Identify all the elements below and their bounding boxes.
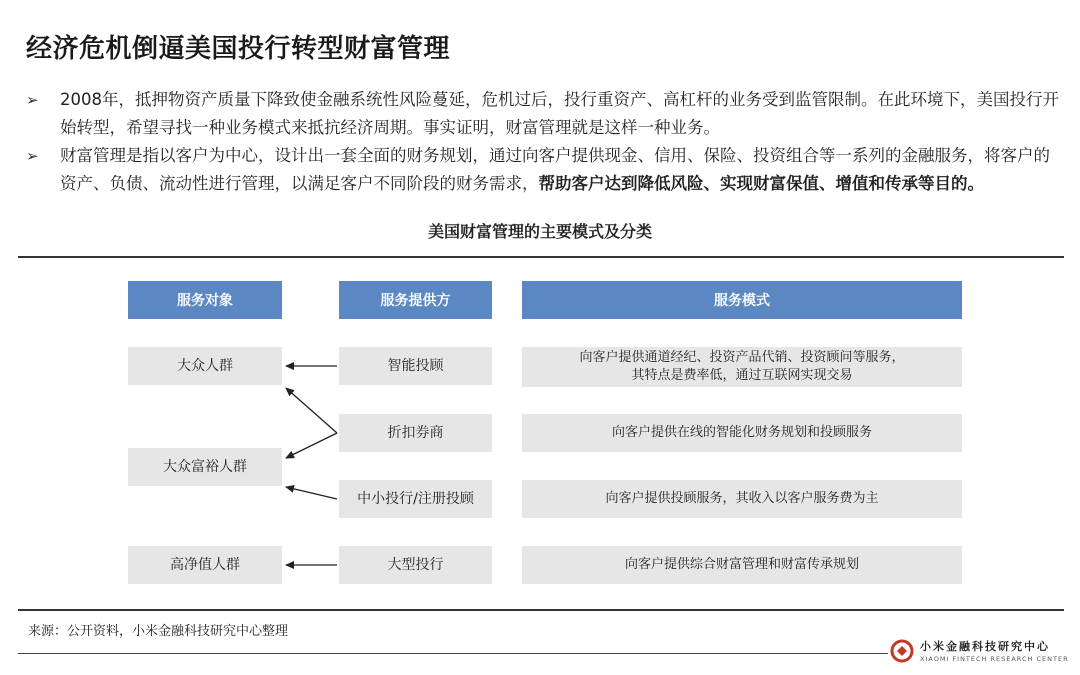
bullet-list <box>26 86 1066 198</box>
bullet-arrow-icon: ➢ <box>26 147 39 165</box>
bullet-item <box>26 86 1066 142</box>
logo-text-en: XIAOMI FINTECH RESEARCH CENTER <box>920 655 1069 663</box>
xiaomi-fintech-logo-icon <box>890 639 914 663</box>
target-box: 大众人群 <box>128 347 282 385</box>
footer-line <box>18 653 888 654</box>
provider-box: 大型投行 <box>339 546 492 584</box>
target-box: 高净值人群 <box>128 546 282 584</box>
source-note: 来源：公开资料，小米金融科技研究中心整理 <box>28 624 289 639</box>
mode-box: 向客户提供综合财富管理和财富传承规划 <box>522 546 962 584</box>
bullet-text: 2008年，抵押物资产质量下降致使金融系统性风险蔓延，危机过后，投行重资产、高杠杆的业务受到监管限制。在此环境下，美国投行开始转型，希望寻找一种业务模式来抵抗经济周期。事实证明，财富管理就是这样一种业务。 <box>60 90 1059 137</box>
logo <box>890 638 1069 663</box>
mode-box: 向客户提供投顾服务，其收入以客户服务费为主 <box>522 480 962 518</box>
mode-box: 向客户提供在线的智能化财务规划和投顾服务 <box>522 414 962 452</box>
header-service-target: 服务对象 <box>128 281 282 319</box>
provider-box: 智能投顾 <box>339 347 492 385</box>
provider-box: 中小投行/注册投顾 <box>339 480 492 518</box>
mode-text-line: 其特点是费率低，通过互联网实现交易 <box>631 368 853 383</box>
arrow-line <box>286 487 337 499</box>
divider-top <box>18 256 1064 258</box>
provider-box: 折扣券商 <box>339 414 492 452</box>
diagram-title: 美国财富管理的主要模式及分类 <box>427 222 652 241</box>
target-box: 大众富裕人群 <box>128 448 282 486</box>
header-service-provider: 服务提供方 <box>339 281 492 319</box>
bullet-bold-text: 帮助客户达到降低风险、实现财富保值、增值和传承等目的。 <box>538 174 984 193</box>
bullet-arrow-icon: ➢ <box>26 91 39 109</box>
mode-box <box>522 347 962 387</box>
page-title: 经济危机倒逼美国投行转型财富管理 <box>26 34 451 64</box>
bullet-item <box>26 142 1066 198</box>
arrow-line <box>286 433 337 458</box>
bullet-text: 财富管理是指以客户为中心，设计出一套全面的财务规划，通过向客户提供现金、信用、保险、投资组合等一系列的金融服务，将客户的资产、负债、流动性进行管理，以满足客户不同阶段的财务需求， <box>60 146 1050 193</box>
logo-text-cn: 小米金融科技研究中心 <box>920 640 1050 653</box>
arrow-line <box>286 388 337 433</box>
mode-text-line: 向客户提供通道经纪、投资产品代销、投资顾问等服务， <box>579 350 905 365</box>
divider-bottom <box>18 609 1064 611</box>
header-service-mode: 服务模式 <box>522 281 962 319</box>
